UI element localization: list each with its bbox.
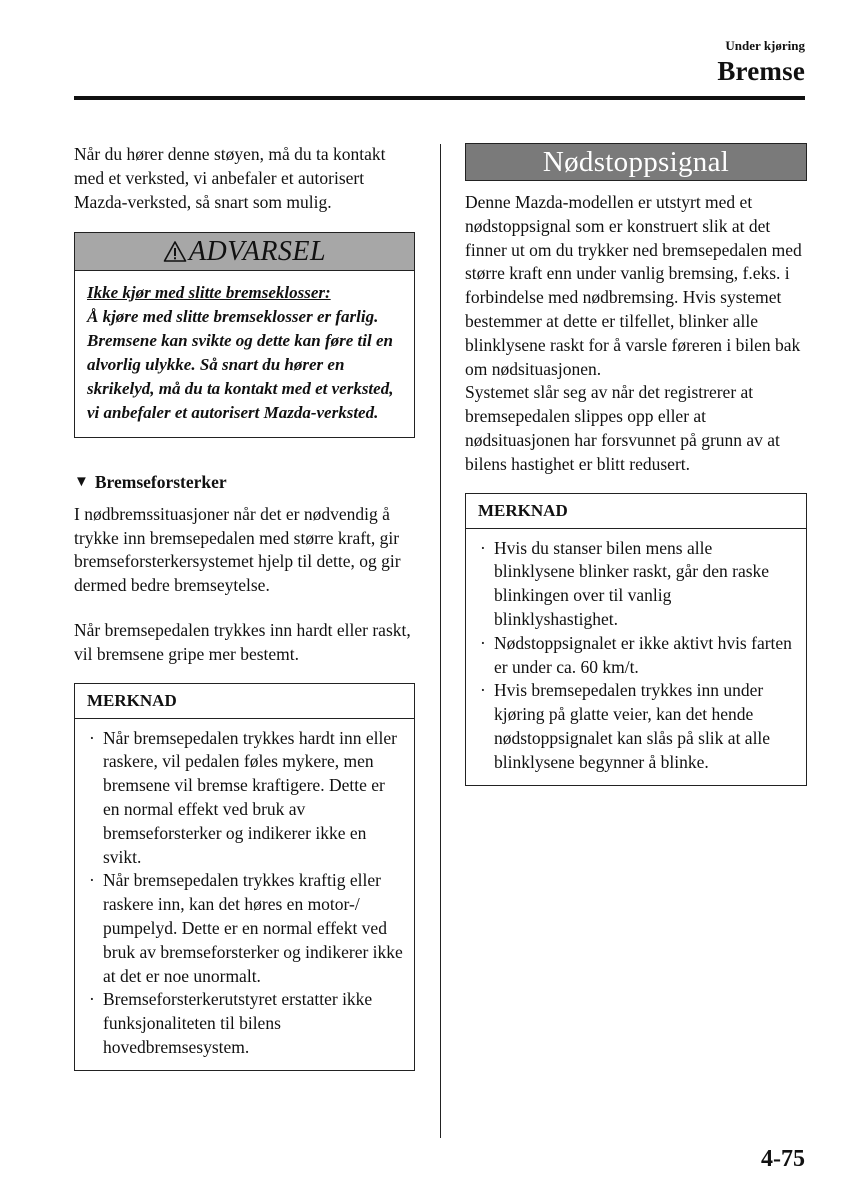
subheading-text: Bremseforsterker bbox=[94, 471, 227, 492]
section-header-nodstoppsignal: Nødstoppsignal bbox=[465, 143, 807, 181]
note-box-left bbox=[74, 683, 415, 1071]
note-item-text: Hvis du stanser bilen mens alle blinklysene blinker raskt, går den raske blinkingen over til vanlig blinklyshastighet. bbox=[494, 537, 770, 629]
note-item-text: Når bremsepedalen trykkes kraftig eller raskere inn, kan det høres en motor-/ pumpelyd. Dette er en normal effekt ved bruk av bremseforsterker og indikerer ikke at det er noe unormalt. bbox=[103, 870, 403, 986]
nodstopp-paragraph-2: Systemet slår seg av når det registrerer at bremsepedalen slippes opp eller at nødsituasjonen har forsvunnet på grunn av at bilens hastighet er blitt redusert. bbox=[465, 382, 780, 474]
page-title: Bremse bbox=[717, 56, 805, 86]
warning-triangle-icon bbox=[163, 240, 187, 264]
warning-body bbox=[75, 271, 414, 436]
bullet-dot: · bbox=[89, 870, 95, 891]
note-item bbox=[89, 869, 404, 988]
warning-subtitle: Ikke kjør med slitte bremseklosser: bbox=[87, 283, 331, 303]
triangle-down-icon: ▼ bbox=[74, 473, 89, 490]
note-body bbox=[75, 719, 414, 1070]
warning-header bbox=[75, 233, 414, 271]
left-column bbox=[74, 143, 415, 1071]
bullet-dot: · bbox=[89, 727, 95, 748]
note-item bbox=[480, 679, 796, 774]
header-section-label: Under kjøring bbox=[725, 38, 805, 53]
note-item bbox=[89, 988, 404, 1059]
bremseforsterker-paragraph-1: I nødbremssituasjoner når det er nødvendig å trykke inn bremsepedalen med større kraft, gir bremseforsterkersystemet hjelp til dette, og gir dermed bedre bremseytelse. bbox=[74, 503, 401, 596]
note-title: MERKNAD bbox=[466, 494, 806, 529]
note-item-text: Nødstoppsignalet er ikke aktivt hvis farten er under ca. 60 km/t. bbox=[494, 632, 792, 677]
warning-title: ADVARSEL bbox=[188, 235, 327, 267]
note-item bbox=[480, 537, 796, 632]
note-item-text: Bremseforsterkerutstyret erstatter ikke funksjonaliteten til bilens hovedbremsesystem. bbox=[103, 989, 373, 1057]
note-box-right bbox=[465, 493, 807, 786]
page-number: 4-75 bbox=[761, 1146, 805, 1172]
column-divider bbox=[440, 144, 441, 1138]
intro-paragraph: Når du hører denne støyen, må du ta kontakt med et verksted, vi anbefaler et autorisert Mazda-verksted, så snart som mulig. bbox=[74, 144, 386, 212]
note-item bbox=[89, 727, 404, 870]
bullet-dot: · bbox=[480, 680, 486, 701]
note-title: MERKNAD bbox=[75, 684, 414, 719]
header-rule bbox=[74, 96, 805, 100]
note-item-text: Hvis bremsepedalen trykkes inn under kjøring på glatte veier, kan det hende nødstoppsignalet kan slås på slik at alle blinklysene begynner å blinke. bbox=[494, 680, 771, 772]
bullet-dot: · bbox=[480, 632, 486, 653]
note-item bbox=[480, 632, 796, 680]
bullet-dot: · bbox=[480, 537, 486, 558]
bremseforsterker-paragraph-2: Når bremsepedalen trykkes inn hardt eller raskt, vil bremsene gripe mer bestemt. bbox=[74, 620, 411, 664]
note-body bbox=[466, 529, 806, 785]
nodstopp-paragraph-1: Denne Mazda-modellen er utstyrt med et nødstoppsignal som er konstruert slik at det finner ut om du trykker ned bremsepedalen med større kraft enn under vanlig bremsing, f.eks. i forbindelse med nødbremsing. Hvis systemet bestemmer at dette er tilfellet, blinker alle blinklysene raskt for å varsle føreren i bilen bak om nødsituasjonen. bbox=[465, 192, 802, 379]
subheading-bremseforsterker bbox=[74, 471, 415, 494]
warning-text: Å kjøre med slitte bremseklosser er farlig. Bremsene kan svikte og dette kan føre til en alvorlig ulykke. Så snart du hører en skrikelyd, må du ta kontakt med et verksted, vi anbefaler et autorisert Mazda-verksted. bbox=[87, 307, 394, 422]
right-column bbox=[465, 143, 807, 786]
note-item-text: Når bremsepedalen trykkes hardt inn eller raskere, vil pedalen føles mykere, men bremsene vil bremse kraftigere. Dette er en normal effekt ved bruk av bremseforsterker og indikerer ikke en svikt. bbox=[103, 727, 397, 867]
warning-box bbox=[74, 232, 415, 437]
bullet-dot: · bbox=[89, 989, 95, 1010]
